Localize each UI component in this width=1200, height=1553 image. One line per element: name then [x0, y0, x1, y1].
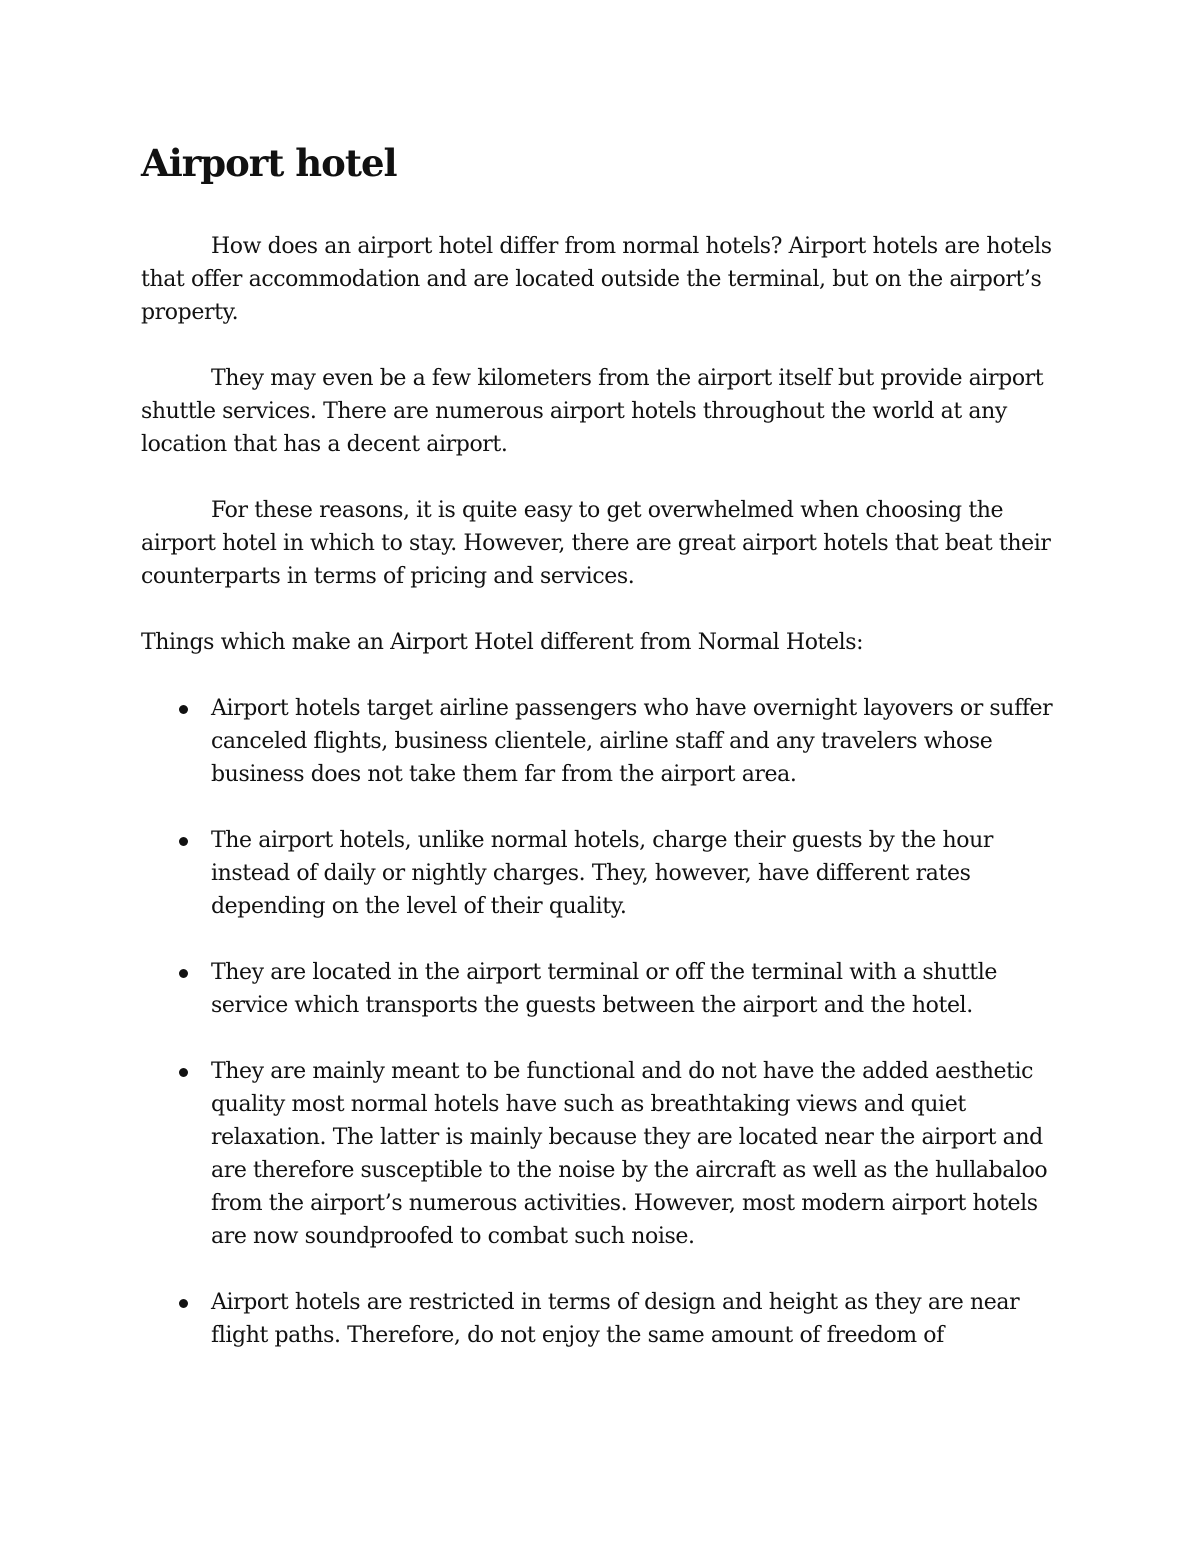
bullet-icon: [179, 705, 188, 714]
bullet-icon: [179, 1299, 188, 1308]
paragraph-1: How does an airport hotel differ from normal hotels? Airport hotels are hotels that offer accommodation and are located outside the terminal, but on the airport’s property.: [141, 234, 1052, 325]
list-item-text: They are mainly meant to be functional and do not have the added aesthetic quality most normal hotels have such as breathtaking views and quiet relaxation. The latter is mainly because they are located near the airport and are therefore susceptible to the noise by the aircraft as well as the hullabaloo from the airport’s numerous activities. However, most modern airport hotels are now soundproofed to combat such noise.: [211, 1059, 1048, 1249]
list-item-text: Airport hotels target airline passengers who have overnight layovers or suffer canceled flights, business clientele, airline staff and any travelers whose business does not take them far from the airport area.: [211, 696, 1053, 787]
list-item-text: They are located in the airport terminal or off the terminal with a shuttle service which transports the guests between the airport and the hotel.: [211, 960, 997, 1018]
paragraph-3: For these reasons, it is quite easy to get overwhelmed when choosing the airport hotel in which to stay. However, there are great airport hotels that beat their counterparts in terms of pricing and services.: [141, 498, 1051, 589]
bullet-icon: [179, 837, 188, 846]
list-item: [141, 824, 1061, 923]
bullet-list: [141, 692, 1061, 1352]
list-item: [141, 1286, 1061, 1352]
document-title: Airport hotel: [141, 141, 397, 185]
bullet-icon: [179, 1068, 188, 1077]
document-page: [141, 138, 1061, 1385]
list-item: [141, 692, 1061, 791]
list-item: [141, 1055, 1061, 1253]
bullet-icon: [179, 969, 188, 978]
paragraph-2: They may even be a few kilometers from the airport itself but provide airport shuttle services. There are numerous airport hotels throughout the world at any location that has a decent airport.: [141, 366, 1044, 457]
list-item: [141, 956, 1061, 1022]
list-item-text: Airport hotels are restricted in terms of design and height as they are near flight paths. Therefore, do not enjoy the same amount of freedom of: [211, 1290, 1020, 1348]
list-item-text: The airport hotels, unlike normal hotels, charge their guests by the hour instead of daily or nightly charges. They, however, have different rates depending on the level of their quality.: [211, 828, 993, 919]
list-intro: Things which make an Airport Hotel different from Normal Hotels:: [141, 630, 864, 655]
